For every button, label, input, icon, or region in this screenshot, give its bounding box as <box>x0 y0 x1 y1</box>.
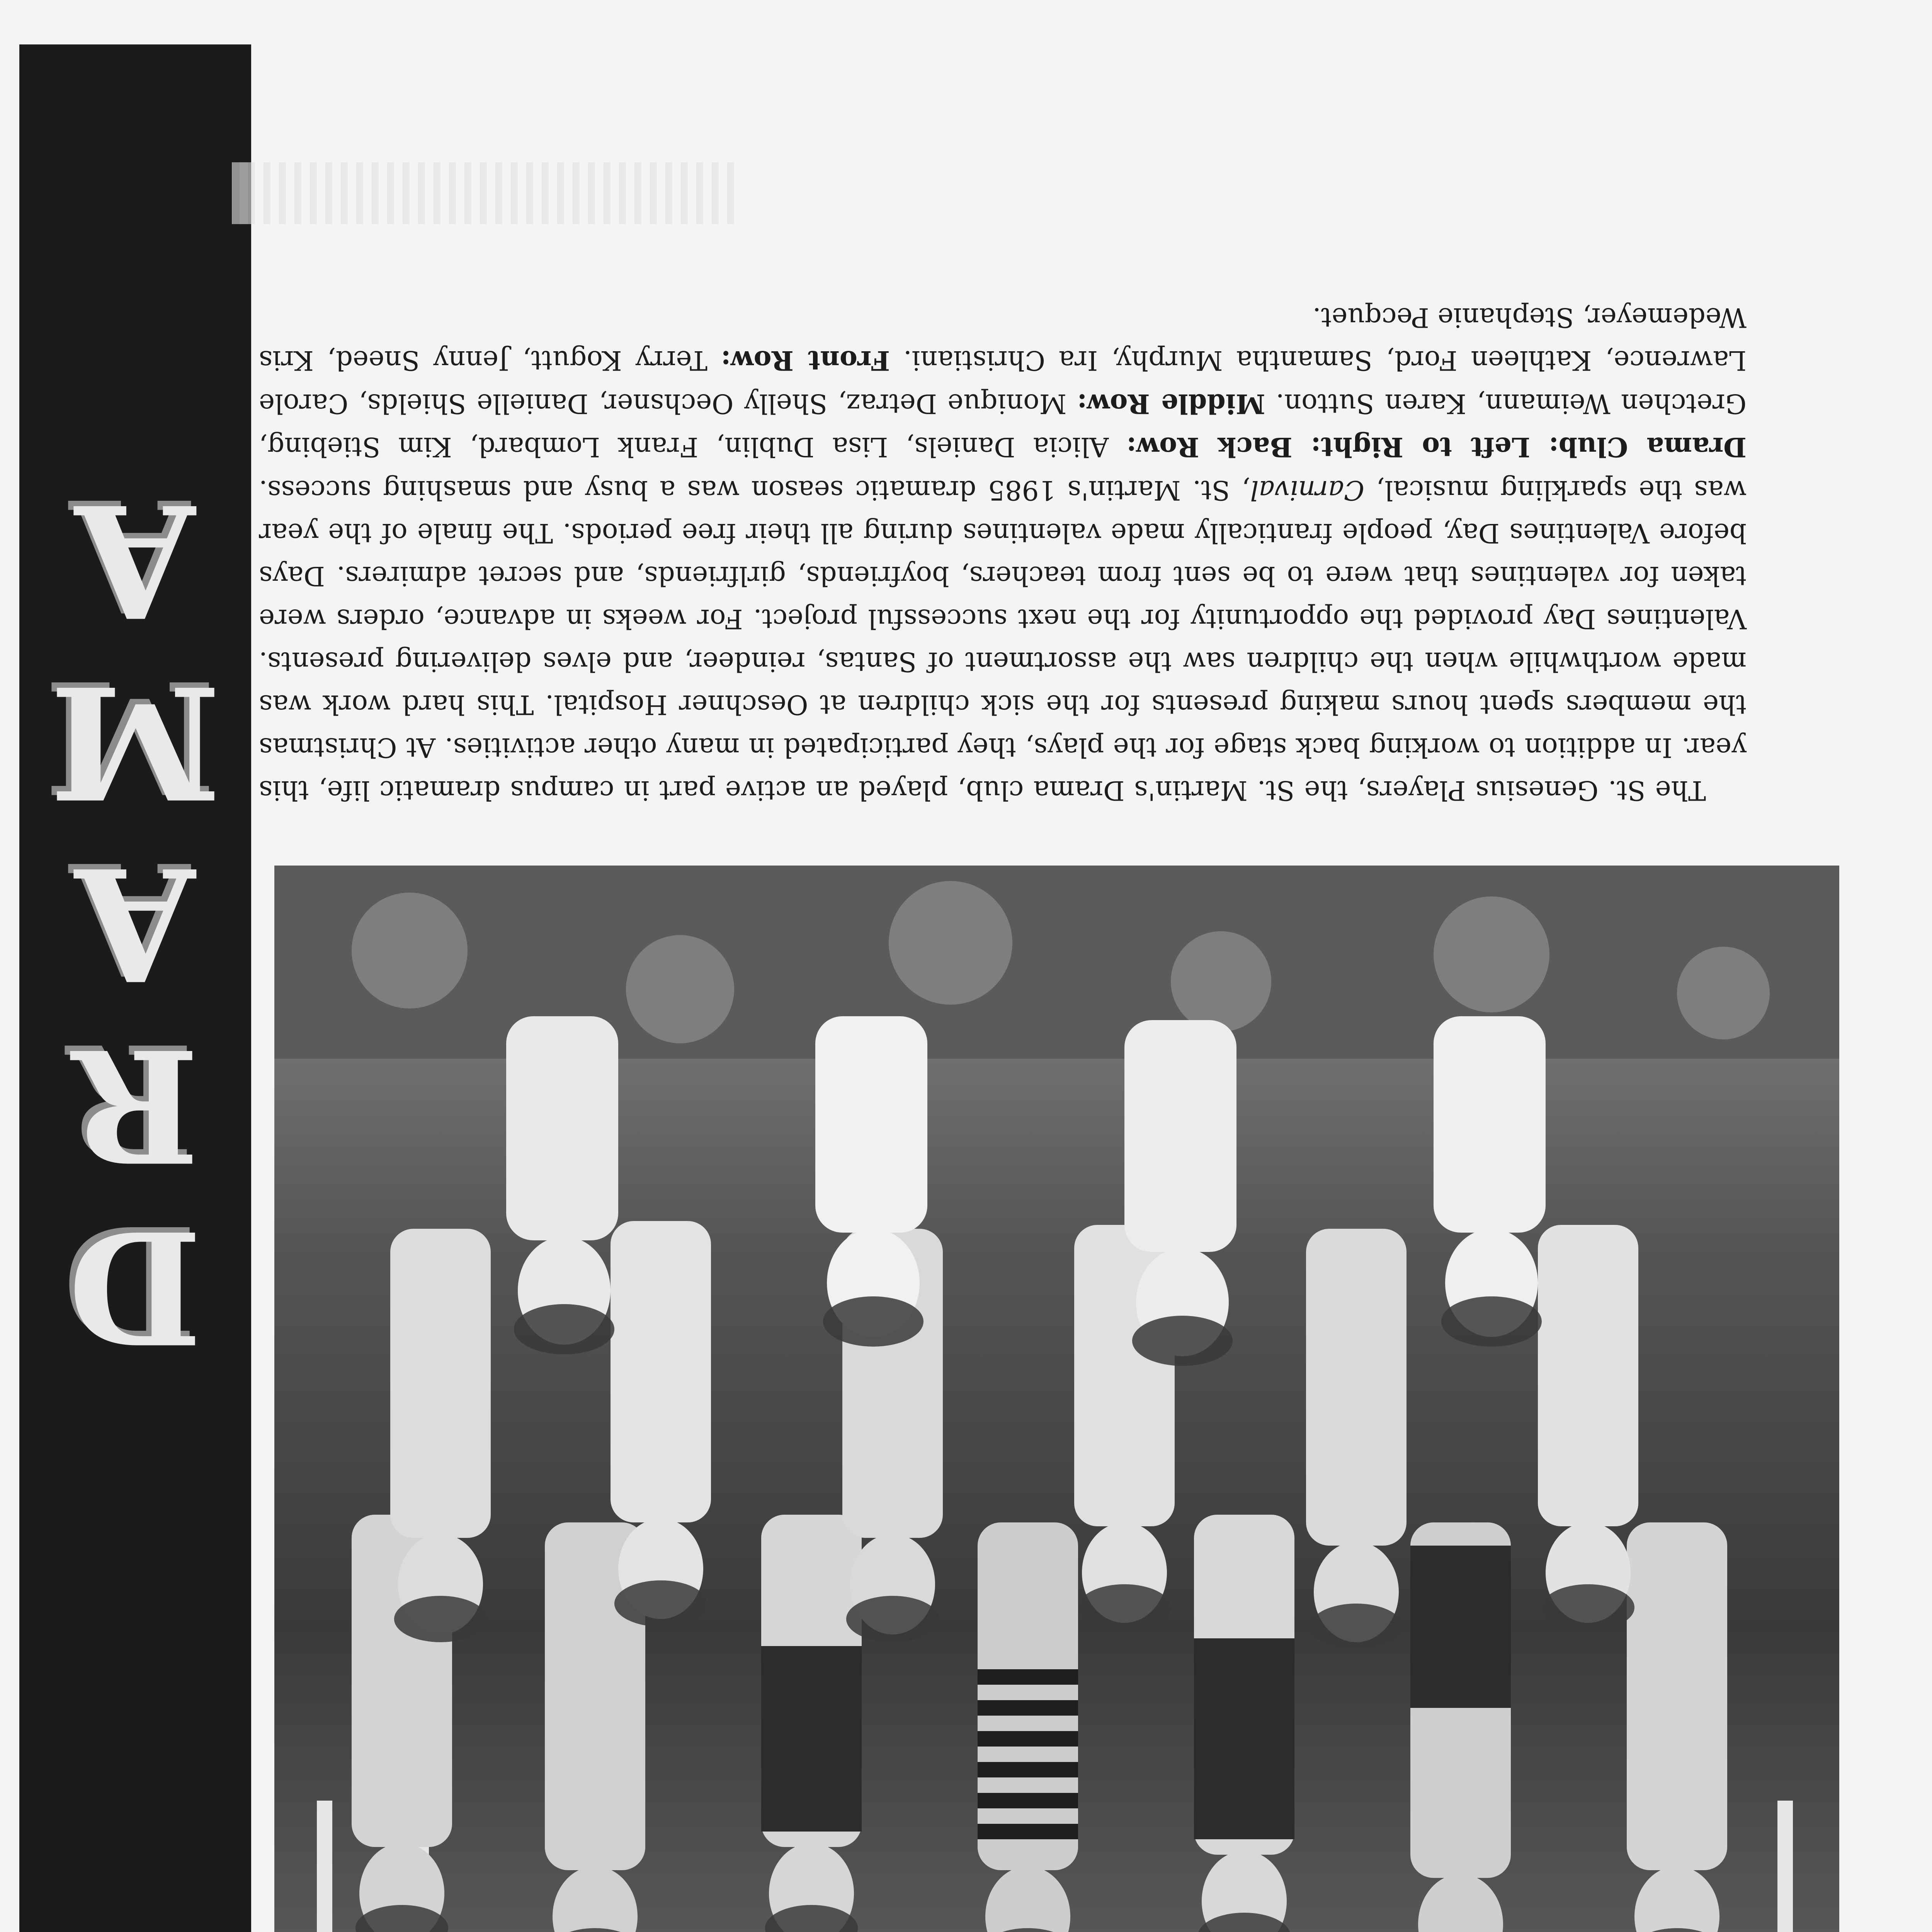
scan-artifact <box>232 162 734 224</box>
caption-front-row: Terry Kogutt, Jenny Sneed, Kris Wedemeyer, Stephanie Pecquet. <box>259 302 1747 376</box>
caption-middle-label: Middle Row: <box>1077 388 1265 419</box>
caption-club-label: Drama Club: Left to Right: Back Row: <box>1126 431 1747 463</box>
drama-letter: M <box>49 651 221 833</box>
caption-text <box>259 213 1747 811</box>
caption-intro: The St. Genesius Players, the St. Martin's Drama club, played an active part in campus dramatic life, this year. In addition to working back stage for the plays, they participated in many other activities. At Christmas the members spent hours making presents for the sick children at Oeschner Hospital. This hard work was made worthwhile when the children saw the assortment of Santas, reindeer, and elves delivering presents. Valentines Day provided the opportunity for the next successful project. For weeks in advance, orders were taken for valentines that were to be sent from teachers, boyfriends, girlfriends, and secret admirers. Days before Valentines Day, people frantically made valentines during all their free periods. The finale of the year was the sparkling musical, <box>259 474 1747 806</box>
drama-label <box>19 469 251 1378</box>
caption-musical: Carnival <box>1250 474 1364 505</box>
drama-letter: A <box>75 469 196 651</box>
caption-front-label: Front Row: <box>721 345 890 376</box>
drama-letter: R <box>71 1014 200 1196</box>
caption-after-musical: , St. Martin's 1985 dramatic season was a busy and smashing success. <box>259 474 1250 505</box>
drama-letter: A <box>75 833 196 1014</box>
group-photo <box>274 866 1839 1932</box>
drama-letter: D <box>68 1196 202 1378</box>
group-photo-illustration <box>274 866 1839 1932</box>
caption-middle-row: Monique Detraz, Shelly Oechsner, Danielle Shields, Carole Lawrence, Kathleen Ford, Samantha Murphy, Ira Christiani. <box>259 345 1747 419</box>
caption-back-row: Alicia Daniels, Lisa Dublin, Frank Lombard, Kim Stiebing, Gretchen Weimann, Karen Sutton. <box>259 388 1747 462</box>
drama-side-band <box>19 44 251 1932</box>
